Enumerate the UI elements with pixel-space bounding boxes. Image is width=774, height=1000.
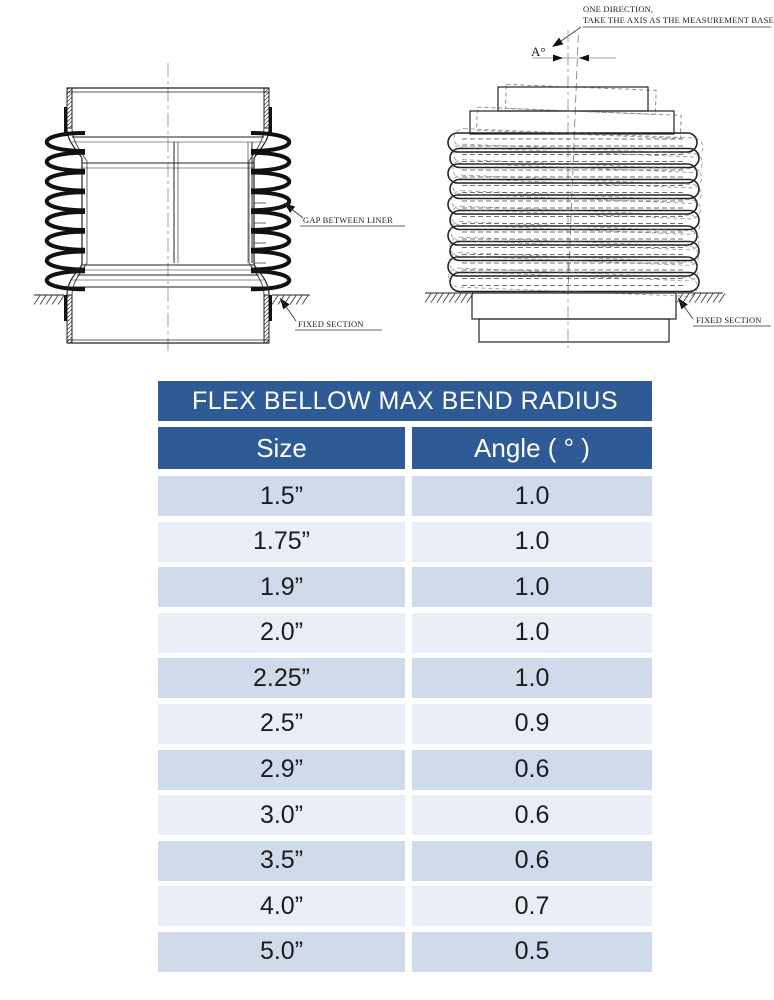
leader-arrow-icon (550, 38, 564, 51)
bellows-left (47, 133, 85, 289)
straight-bellow-drawing (22, 55, 407, 355)
fixed-section-callout-right (675, 296, 771, 326)
bellows-right (251, 133, 289, 289)
angle-cell: 0.6 (412, 795, 652, 835)
table-row (158, 567, 652, 607)
size-cell: 1.75” (158, 522, 405, 562)
table-row (158, 704, 652, 744)
table-row (158, 932, 652, 972)
size-cell: 3.0” (158, 795, 405, 835)
size-cell: 1.9” (158, 567, 405, 607)
size-cell: 1.5” (158, 476, 405, 516)
table-row (158, 750, 652, 790)
axis-lines (568, 30, 578, 352)
fixed-base-pipe (472, 293, 676, 342)
deflected-profile-dashed (448, 82, 705, 296)
inner-liner (174, 142, 266, 263)
angle-cell: 0.5 (412, 932, 652, 972)
size-cell: 2.0” (158, 613, 405, 653)
column-header-size: Size (158, 427, 405, 469)
table-header-row (158, 427, 652, 469)
table-row (158, 522, 652, 562)
table-row (158, 613, 652, 653)
angle-cell: 1.0 (412, 613, 652, 653)
size-cell: 2.9” (158, 750, 405, 790)
angle-cell: 1.0 (412, 567, 652, 607)
spec-table (158, 381, 652, 978)
angle-dimension (531, 44, 616, 62)
size-cell: 3.5” (158, 841, 405, 881)
size-cell: 2.25” (158, 658, 405, 698)
table-row (158, 476, 652, 516)
angle-label: A° (531, 44, 546, 59)
angle-cell: 0.7 (412, 886, 652, 926)
gap-between-liner-callout (282, 200, 405, 226)
angle-cell: 1.0 (412, 658, 652, 698)
angle-cell: 0.6 (412, 841, 652, 881)
size-cell: 5.0” (158, 932, 405, 972)
fixed-section-label-left: FIXED SECTION (298, 319, 364, 329)
angle-cell: 1.0 (412, 476, 652, 516)
fixed-section-label-right: FIXED SECTION (696, 315, 762, 325)
size-cell: 4.0” (158, 886, 405, 926)
top-pipe-steps (470, 87, 674, 134)
gap-between-liner-label: GAP BETWEEN LINER (303, 215, 393, 225)
angle-cell: 0.9 (412, 704, 652, 744)
table-row (158, 658, 652, 698)
angle-cell: 1.0 (412, 522, 652, 562)
direction-note-line2: TAKE THE AXIS AS THE MEASUREMENT BASE (583, 15, 774, 25)
table-row (158, 886, 652, 926)
size-cell: 2.5” (158, 704, 405, 744)
table-body (158, 476, 652, 972)
direction-note-line1: ONE DIRECTION, (583, 4, 654, 14)
table-row (158, 795, 652, 835)
dimension-arrow-icon (579, 55, 589, 62)
angle-cell: 0.6 (412, 750, 652, 790)
direction-note-callout (550, 4, 774, 50)
column-header-angle: Angle ( ° ) (412, 427, 652, 469)
table-title: FLEX BELLOW MAX BEND RADIUS (158, 381, 652, 421)
bent-bellow-drawing (400, 0, 774, 360)
table-row (158, 841, 652, 881)
dimension-arrow-icon (553, 55, 563, 62)
